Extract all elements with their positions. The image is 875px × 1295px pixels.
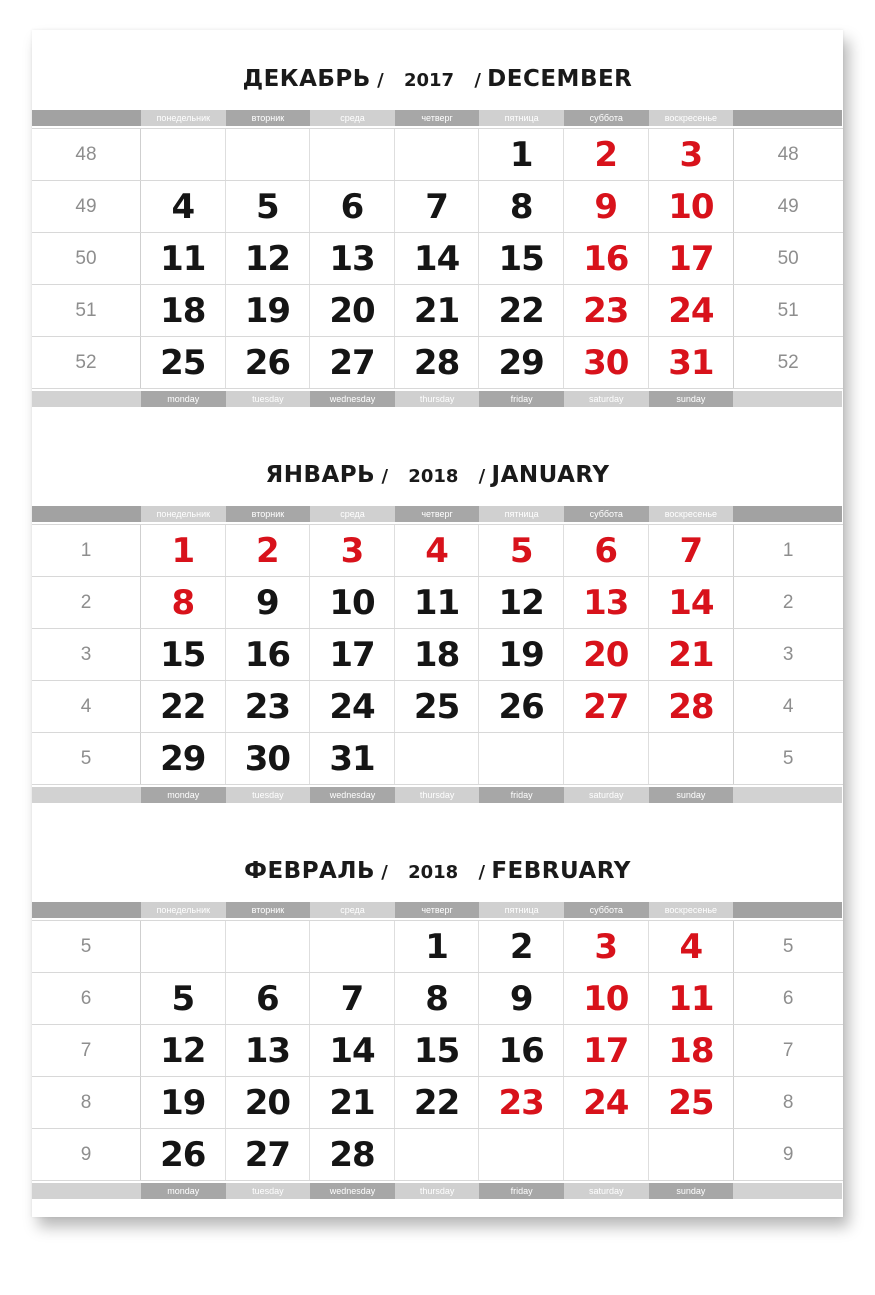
day-cell [395,1129,480,1180]
week-number-left: 4 [32,681,141,732]
day-cell: 23 [226,681,311,732]
day-cell: 20 [564,629,649,680]
band-end [733,110,842,126]
day-cell: 6 [226,973,311,1024]
weekday-label: вторник [226,902,311,918]
day-cell [226,129,311,180]
day-cell: 16 [564,233,649,284]
week-row [32,128,843,180]
day-cell [649,733,734,784]
weekday-label: суббота [564,506,649,522]
weekday-header-ru [32,110,843,126]
week-row [32,732,843,785]
week-row [32,680,843,732]
day-cell: 12 [479,577,564,628]
week-number-left: 49 [32,181,141,232]
day-cell: 3 [679,135,703,175]
week-number-right: 51 [733,285,842,336]
band-end [32,506,141,522]
week-number-left: 48 [32,129,141,180]
weekday-label: saturday [564,391,649,407]
day-cell: 1 [479,129,564,180]
day-cell: 8 [479,181,564,232]
weekday-label: thursday [395,391,480,407]
day-cell: 27 [310,337,395,388]
week-number-left: 50 [32,233,141,284]
weekday-label: wednesday [310,1183,395,1199]
weekday-label: saturday [564,1183,649,1199]
weekday-label: пятница [479,902,564,918]
week-number-left: 52 [32,337,141,388]
band-end [32,110,141,126]
day-cell: 13 [310,233,395,284]
day-cell: 24 [564,1077,649,1128]
week-row [32,1024,843,1076]
week-number-right: 8 [733,1077,842,1128]
day-cell: 22 [479,285,564,336]
day-cell: 6 [310,181,395,232]
weekday-label: friday [479,1183,564,1199]
day-cell: 20 [226,1077,311,1128]
weekday-label: пятница [479,506,564,522]
day-cell: 23 [564,285,649,336]
week-number-right: 5 [733,921,842,972]
weekday-label: воскресенье [649,902,734,918]
month-block [32,822,843,1202]
week-row [32,180,843,232]
month-name-en: DECEMBER [487,66,633,92]
day-cell: 11 [668,979,714,1019]
weekday-label: вторник [226,506,311,522]
day-cell: 11 [395,577,480,628]
weekday-label: monday [141,1183,226,1199]
month-title [32,30,843,110]
weekday-label: thursday [395,787,480,803]
day-cell [395,733,480,784]
week-row [32,1076,843,1128]
day-cell: 29 [479,337,564,388]
month-name-ru: ФЕВРАЛЬ [244,858,375,884]
weekday-label: среда [310,506,395,522]
month-title [32,426,843,506]
weekday-label: суббота [564,110,649,126]
day-cell: 22 [395,1077,480,1128]
week-number-left: 8 [32,1077,141,1128]
week-row [32,1128,843,1181]
week-row [32,284,843,336]
day-cell: 17 [564,1025,649,1076]
month-name-ru: ЯНВАРЬ [265,462,376,488]
day-cell: 13 [226,1025,311,1076]
day-cell: 17 [668,239,714,279]
weekday-label: tuesday [226,787,311,803]
day-cell: 30 [226,733,311,784]
days-grid [32,524,843,785]
weekday-label: tuesday [226,391,311,407]
day-cell [395,129,480,180]
days-grid [32,128,843,389]
band-end [733,902,842,918]
day-cell: 2 [479,921,564,972]
day-cell: 18 [395,629,480,680]
weekday-label: friday [479,787,564,803]
day-cell: 9 [479,973,564,1024]
weekday-label: wednesday [310,391,395,407]
weekday-label: sunday [649,787,734,803]
weekday-label: monday [141,391,226,407]
days-grid [32,920,843,1181]
week-number-left: 5 [32,733,141,784]
month-year: 2018 [408,466,459,487]
week-number-right: 5 [733,733,842,784]
day-cell: 4 [395,525,480,576]
day-cell: 7 [310,973,395,1024]
weekday-label: пятница [479,110,564,126]
weekday-label: sunday [649,391,734,407]
month-name-en: FEBRUARY [491,858,631,884]
month-name-ru: ДЕКАБРЬ [242,66,371,92]
weekday-label: понедельник [141,110,226,126]
weekday-label: суббота [564,902,649,918]
weekday-label: friday [479,391,564,407]
day-cell: 12 [141,1025,226,1076]
day-cell [141,921,226,972]
week-row [32,524,843,576]
day-cell: 5 [226,181,311,232]
day-cell [564,733,649,784]
weekday-label: среда [310,902,395,918]
day-cell: 28 [668,687,714,727]
month-title [32,822,843,902]
title-separator: / [370,70,390,91]
day-cell: 25 [395,681,480,732]
day-cell: 29 [141,733,226,784]
day-cell [310,921,395,972]
week-number-left: 1 [32,525,141,576]
day-cell: 8 [395,973,480,1024]
day-cell: 10 [668,187,714,227]
band-end [733,506,842,522]
day-cell: 1 [395,921,480,972]
week-row [32,628,843,680]
day-cell [226,921,311,972]
week-number-right: 6 [733,973,842,1024]
day-cell: 26 [226,337,311,388]
weekday-label: среда [310,110,395,126]
band-end [733,1183,842,1199]
day-cell: 5 [141,973,226,1024]
day-cell: 9 [564,181,649,232]
day-cell: 9 [226,577,311,628]
weekday-label: thursday [395,1183,480,1199]
day-cell [479,1129,564,1180]
week-number-left: 2 [32,577,141,628]
day-cell: 10 [310,577,395,628]
day-cell: 7 [679,531,703,571]
week-number-right: 49 [733,181,842,232]
weekday-label: вторник [226,110,311,126]
day-cell: 18 [668,1031,714,1071]
week-row [32,920,843,972]
day-cell: 4 [141,181,226,232]
week-number-right: 1 [733,525,842,576]
title-separator: / [472,466,492,487]
weekday-footer-en [32,787,843,803]
day-cell [479,733,564,784]
weekday-label: sunday [649,1183,734,1199]
month-year: 2017 [403,70,455,91]
day-cell: 22 [141,681,226,732]
week-number-right: 9 [733,1129,842,1180]
weekday-label: понедельник [141,506,226,522]
week-number-right: 7 [733,1025,842,1076]
day-cell: 28 [310,1129,395,1180]
title-separator: / [375,466,395,487]
day-cell: 31 [310,733,395,784]
day-cell: 6 [564,525,649,576]
title-separator: / [374,862,395,883]
day-cell: 13 [564,577,649,628]
day-cell: 19 [141,1077,226,1128]
day-cell: 21 [395,285,480,336]
weekday-label: воскресенье [649,110,734,126]
day-cell: 10 [564,973,649,1024]
day-cell: 25 [141,337,226,388]
calendar-sheet [32,30,843,1217]
day-cell: 30 [564,337,649,388]
day-cell: 21 [668,635,714,675]
day-cell: 28 [395,337,480,388]
month-block [32,30,843,410]
weekday-footer-en [32,391,843,407]
band-end [32,787,141,803]
band-end [32,1183,141,1199]
month-block [32,426,843,806]
day-cell: 19 [226,285,311,336]
day-cell [310,129,395,180]
week-number-right: 2 [733,577,842,628]
day-cell: 16 [226,629,311,680]
day-cell: 8 [141,577,226,628]
day-cell: 14 [395,233,480,284]
month-name-en: JANUARY [491,462,610,488]
weekday-label: понедельник [141,902,226,918]
week-number-right: 50 [733,233,842,284]
weekday-label: wednesday [310,787,395,803]
day-cell: 27 [564,681,649,732]
day-cell: 1 [141,525,226,576]
week-number-left: 51 [32,285,141,336]
day-cell: 23 [479,1077,564,1128]
band-end [733,391,842,407]
day-cell: 15 [141,629,226,680]
title-separator: / [472,862,492,883]
day-cell: 15 [479,233,564,284]
week-number-right: 4 [733,681,842,732]
weekday-header-ru [32,506,843,522]
weekday-label: воскресенье [649,506,734,522]
week-number-right: 3 [733,629,842,680]
day-cell: 5 [479,525,564,576]
day-cell: 11 [141,233,226,284]
day-cell: 27 [226,1129,311,1180]
day-cell [564,1129,649,1180]
weekday-label: четверг [395,110,480,126]
day-cell: 7 [395,181,480,232]
weekday-label: monday [141,787,226,803]
day-cell: 2 [226,525,311,576]
day-cell: 25 [668,1083,714,1123]
week-number-left: 7 [32,1025,141,1076]
day-cell: 24 [668,291,714,331]
day-cell: 26 [141,1129,226,1180]
day-cell: 31 [668,343,714,383]
day-cell: 26 [479,681,564,732]
day-cell: 2 [564,129,649,180]
day-cell: 14 [668,583,714,623]
week-row [32,972,843,1024]
day-cell: 19 [479,629,564,680]
day-cell: 17 [310,629,395,680]
day-cell: 20 [310,285,395,336]
day-cell: 4 [679,927,703,967]
day-cell: 15 [395,1025,480,1076]
day-cell: 3 [564,921,649,972]
band-end [32,391,141,407]
weekday-footer-en [32,1183,843,1199]
day-cell: 12 [226,233,311,284]
day-cell: 3 [310,525,395,576]
weekday-label: четверг [395,902,480,918]
weekday-header-ru [32,902,843,918]
month-year: 2018 [408,862,459,883]
week-number-left: 5 [32,921,141,972]
band-end [733,787,842,803]
week-number-left: 9 [32,1129,141,1180]
day-cell [649,1129,734,1180]
day-cell: 24 [310,681,395,732]
day-cell: 18 [141,285,226,336]
day-cell: 16 [479,1025,564,1076]
week-number-left: 3 [32,629,141,680]
day-cell: 21 [310,1077,395,1128]
week-row [32,336,843,389]
weekday-label: tuesday [226,1183,311,1199]
week-row [32,576,843,628]
title-separator: / [468,70,488,91]
day-cell [141,129,226,180]
weekday-label: четверг [395,506,480,522]
week-number-left: 6 [32,973,141,1024]
day-cell: 14 [310,1025,395,1076]
week-number-right: 52 [733,337,842,388]
band-end [32,902,141,918]
week-row [32,232,843,284]
week-number-right: 48 [733,129,842,180]
weekday-label: saturday [564,787,649,803]
